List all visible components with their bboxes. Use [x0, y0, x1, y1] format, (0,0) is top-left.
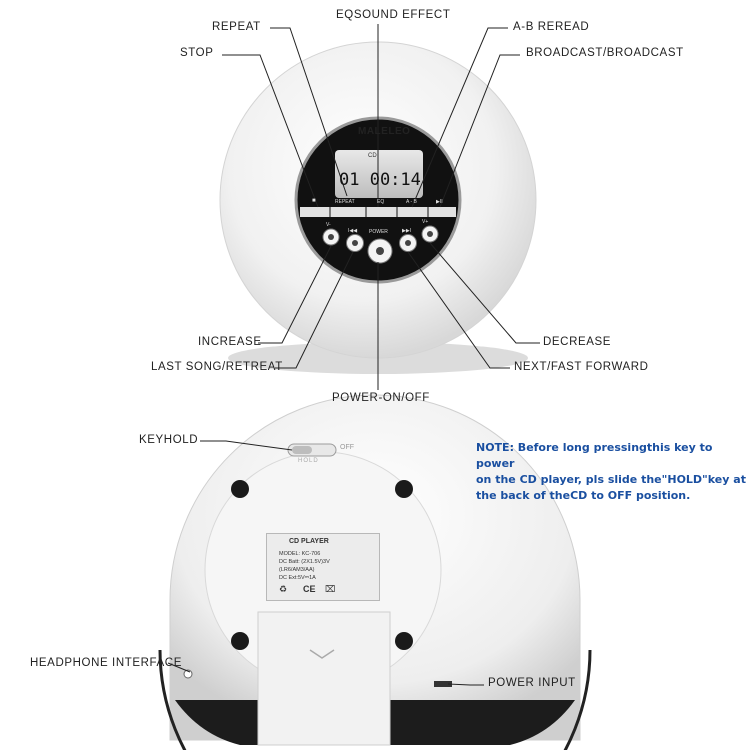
recycle-icon: ♻: [279, 584, 288, 594]
label-keyhold: KEYHOLD: [139, 434, 199, 446]
brand-logo: MALELEO: [358, 126, 411, 137]
label-repeat: REPEAT: [212, 21, 261, 33]
spec-label-plate: [266, 533, 380, 601]
plate-cert-marks: CE: [303, 584, 316, 594]
lcd-readout: 01 00:14: [339, 170, 421, 190]
battery-door: [258, 612, 390, 745]
label-headphone-interface: HEADPHONE INTERFACE: [30, 657, 182, 669]
plate-dc-ext: DC Ext:5V⎓1A: [279, 575, 316, 581]
label-decrease: DECREASE: [543, 336, 612, 348]
plate-batt-type: (LR6/AM3/AA): [279, 567, 315, 573]
hold-text: HOLD: [298, 458, 319, 464]
btn-stop-label: ■: [312, 198, 316, 204]
foot-bottom-left: [231, 632, 249, 650]
label-increase: INCREASE: [198, 336, 262, 348]
hold-off-label: OFF: [340, 444, 354, 451]
label-broadcast: BROADCAST/BROADCAST: [526, 47, 684, 59]
label-stop: STOP: [180, 47, 214, 59]
plate-dc-batt: DC Batt: (2X1.5V)3V: [279, 559, 330, 565]
label-power-on-off: POWER-ON/OFF: [332, 392, 430, 404]
plate-model: MODEL: KC-706: [279, 551, 321, 557]
note-line-3: the back of theCD to OFF position.: [476, 489, 691, 502]
btn-vol-up-label: V+: [422, 219, 429, 225]
plate-title: CD PLAYER: [289, 538, 329, 545]
btn-next-label: ▶▶I: [402, 228, 412, 234]
btn-power-label: POWER: [369, 229, 388, 235]
button-bar: [300, 207, 456, 217]
btn-ab-label: A - B: [406, 199, 417, 205]
weee-bin-icon: ⌧: [325, 584, 336, 594]
foot-top-right: [395, 480, 413, 498]
note-line-1: NOTE: Before long pressingthis key to power: [476, 441, 713, 470]
note-line-2: on the CD player, pls slide the"HOLD"key at: [476, 473, 746, 486]
label-power-input: POWER INPUT: [488, 677, 576, 689]
btn-vol-down-label: V-: [326, 222, 331, 228]
foot-bottom-right: [395, 632, 413, 650]
label-last-song-retreat: LAST SONG/RETREAT: [151, 361, 283, 373]
label-ab-reread: A-B REREAD: [513, 21, 590, 33]
label-eqsound-effect: EQSOUND EFFECT: [336, 9, 451, 21]
btn-eq-label: EQ: [377, 199, 385, 205]
btn-repeat-label: REPEAT: [335, 199, 355, 205]
btn-play-label: ▶II: [436, 199, 443, 205]
hold-note: [476, 440, 746, 504]
label-next-fast-forward: NEXT/FAST FORWARD: [514, 361, 649, 373]
lcd-cd-icon: CD: [368, 153, 377, 159]
btn-prev-label: I◀◀: [348, 228, 358, 234]
foot-top-left: [231, 480, 249, 498]
